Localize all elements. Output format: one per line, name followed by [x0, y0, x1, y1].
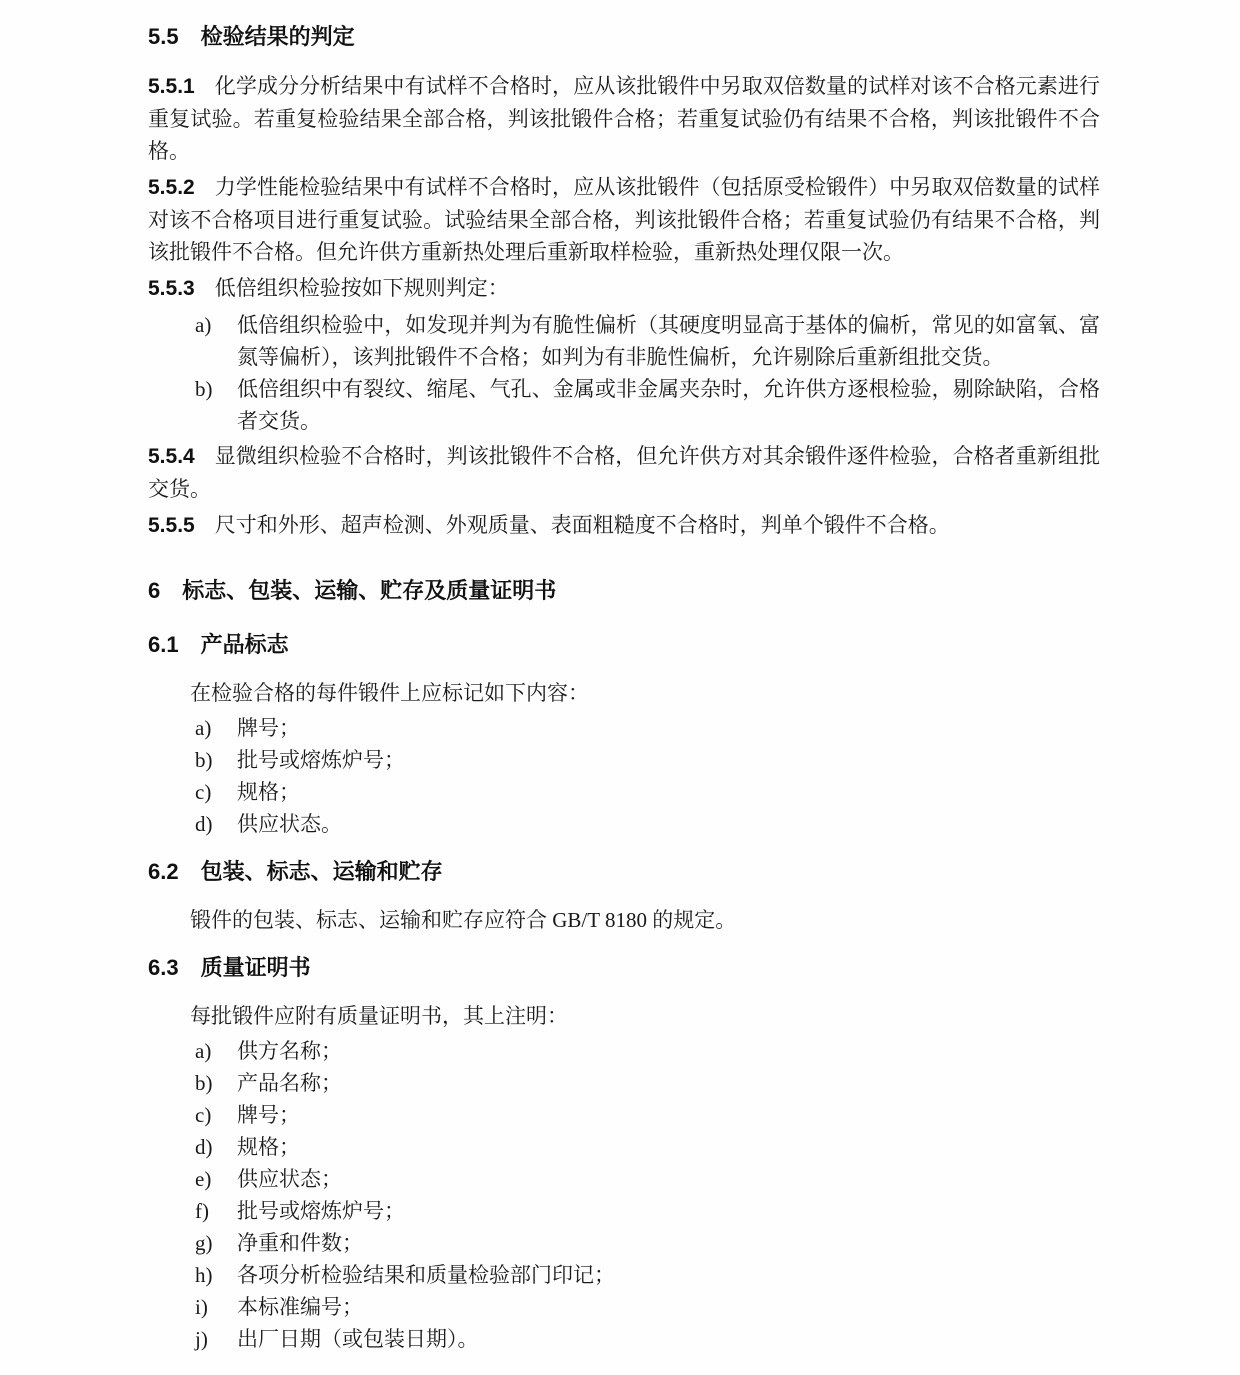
- list-item: [195, 712, 1100, 744]
- list-6-1: [195, 712, 1100, 840]
- section-title: 标志、包装、运输、贮存及质量证明书: [182, 578, 557, 603]
- list-item: [195, 1195, 1100, 1227]
- list-item-label: b): [195, 1071, 213, 1095]
- section-title: 产品标志: [200, 632, 289, 657]
- list-item-label: e): [195, 1167, 212, 1191]
- list-item-label: c): [195, 780, 212, 804]
- list-item-label: a): [195, 313, 212, 337]
- clause-5-5-4: [148, 440, 1100, 505]
- list-item-text: 产品名称；: [237, 1071, 342, 1095]
- section-number: 6.2: [148, 859, 179, 884]
- list-item-label: i): [195, 1295, 208, 1319]
- section-number: 6.1: [148, 632, 179, 657]
- list-item-text: 各项分析检验结果和质量检验部门印记；: [237, 1263, 615, 1287]
- section-number: 6.3: [148, 955, 179, 980]
- clause-5-5-1: [148, 70, 1100, 167]
- section-heading-6-1: [148, 630, 1100, 660]
- list-item: [195, 1259, 1100, 1291]
- paragraph-6-2: 锻件的包装、标志、运输和贮存应符合 GB/T 8180 的规定。: [190, 908, 737, 932]
- clause-number: 5.5.3: [148, 277, 195, 300]
- list-item-text: 供方名称；: [237, 1039, 342, 1063]
- list-item: [195, 1099, 1100, 1131]
- list-item-label: a): [195, 716, 212, 740]
- list-item: [195, 373, 1100, 437]
- clause-text: 力学性能检验结果中有试样不合格时，应从该批锻件（包括原受检锻件）中另取双倍数量的试样对该不合格项目进行重复试验。试验结果全部合格，判该批锻件合格；若重复试验仍有结果不合格，判该批锻件不合格。但允许供方重新热处理后重新取样检验，重新热处理仅限一次。: [148, 175, 1100, 264]
- section-number: 6: [148, 578, 161, 603]
- list-item: [195, 1131, 1100, 1163]
- list-item: [195, 744, 1100, 776]
- document-content: [148, 22, 1100, 1358]
- section-title: 检验结果的判定: [200, 24, 355, 49]
- section-title: 质量证明书: [200, 955, 311, 980]
- list-item-label: g): [195, 1231, 213, 1255]
- section-heading-5-5: [148, 22, 1100, 52]
- list-item-text: 低倍组织检验中，如发现并判为有脆性偏析（其硬度明显高于基体的偏析，常见的如富氧、富氮等偏析），该判批锻件不合格；如判为有非脆性偏析，允许剔除后重新组批交货。: [237, 313, 1100, 369]
- list-item-text: 牌号；: [237, 1103, 300, 1127]
- clause-text: 化学成分分析结果中有试样不合格时，应从该批锻件中另取双倍数量的试样对该不合格元素进行重复试验。若重复检验结果全部合格，判该批锻件合格；若重复试验仍有结果不合格，判该批锻件不合格。: [148, 74, 1100, 163]
- paragraph-6-1: 在检验合格的每件锻件上应标记如下内容：: [190, 681, 589, 705]
- list-item-text: 净重和件数；: [237, 1231, 363, 1255]
- clause-5-5-3: [148, 272, 1100, 305]
- list-5-5-3: [195, 309, 1100, 437]
- list-item: [195, 776, 1100, 808]
- list-item-label: j): [195, 1327, 208, 1351]
- list-item-label: h): [195, 1263, 213, 1287]
- list-item-label: f): [195, 1199, 209, 1223]
- section-number: 5.5: [148, 24, 179, 49]
- list-item: [195, 1163, 1100, 1195]
- clause-text: 尺寸和外形、超声检测、外观质量、表面粗糙度不合格时，判单个锻件不合格。: [214, 513, 950, 537]
- list-item: [195, 1291, 1100, 1323]
- list-item-label: b): [195, 377, 213, 401]
- clause-5-5-2: [148, 171, 1100, 268]
- clause-number: 5.5.4: [148, 445, 195, 468]
- list-item-label: b): [195, 748, 213, 772]
- list-item-label: c): [195, 1103, 212, 1127]
- list-item-label: d): [195, 1135, 213, 1159]
- list-item: [195, 309, 1100, 373]
- clause-text: 显微组织检验不合格时，判该批锻件不合格，但允许供方对其余锻件逐件检验，合格者重新组批交货。: [148, 444, 1100, 501]
- clause-text: 低倍组织检验按如下规则判定：: [214, 276, 509, 300]
- section-title: 包装、标志、运输和贮存: [200, 859, 443, 884]
- list-item-text: 供应状态；: [237, 1167, 342, 1191]
- list-item-label: a): [195, 1039, 212, 1063]
- list-item-text: 牌号；: [237, 716, 300, 740]
- section-heading-6-2: [148, 857, 1100, 887]
- list-6-3: [195, 1035, 1100, 1355]
- list-item-text: 本标准编号；: [237, 1295, 363, 1319]
- list-item: [195, 1323, 1100, 1355]
- list-item: [195, 1035, 1100, 1067]
- list-item: [195, 808, 1100, 840]
- list-item-text: 低倍组织中有裂纹、缩尾、气孔、金属或非金属夹杂时，允许供方逐根检验，剔除缺陷，合格者交货。: [237, 377, 1100, 433]
- list-item: [195, 1067, 1100, 1099]
- clause-number: 5.5.2: [148, 176, 195, 199]
- list-item-text: 规格；: [237, 1135, 300, 1159]
- list-item-text: 批号或熔炼炉号；: [237, 1199, 405, 1223]
- clause-5-5-5: [148, 509, 1100, 542]
- chapter-heading-6: [148, 576, 1100, 606]
- section-heading-6-3: [148, 953, 1100, 983]
- paragraph-6-3: 每批锻件应附有质量证明书，其上注明：: [190, 1004, 568, 1028]
- clause-number: 5.5.1: [148, 75, 195, 98]
- list-item-text: 规格；: [237, 780, 300, 804]
- list-item-text: 批号或熔炼炉号；: [237, 748, 405, 772]
- clause-number: 5.5.5: [148, 514, 195, 537]
- list-item-text: 供应状态。: [237, 812, 342, 836]
- list-item: [195, 1227, 1100, 1259]
- list-item-label: d): [195, 812, 213, 836]
- list-item-text: 出厂日期（或包装日期）。: [237, 1327, 479, 1351]
